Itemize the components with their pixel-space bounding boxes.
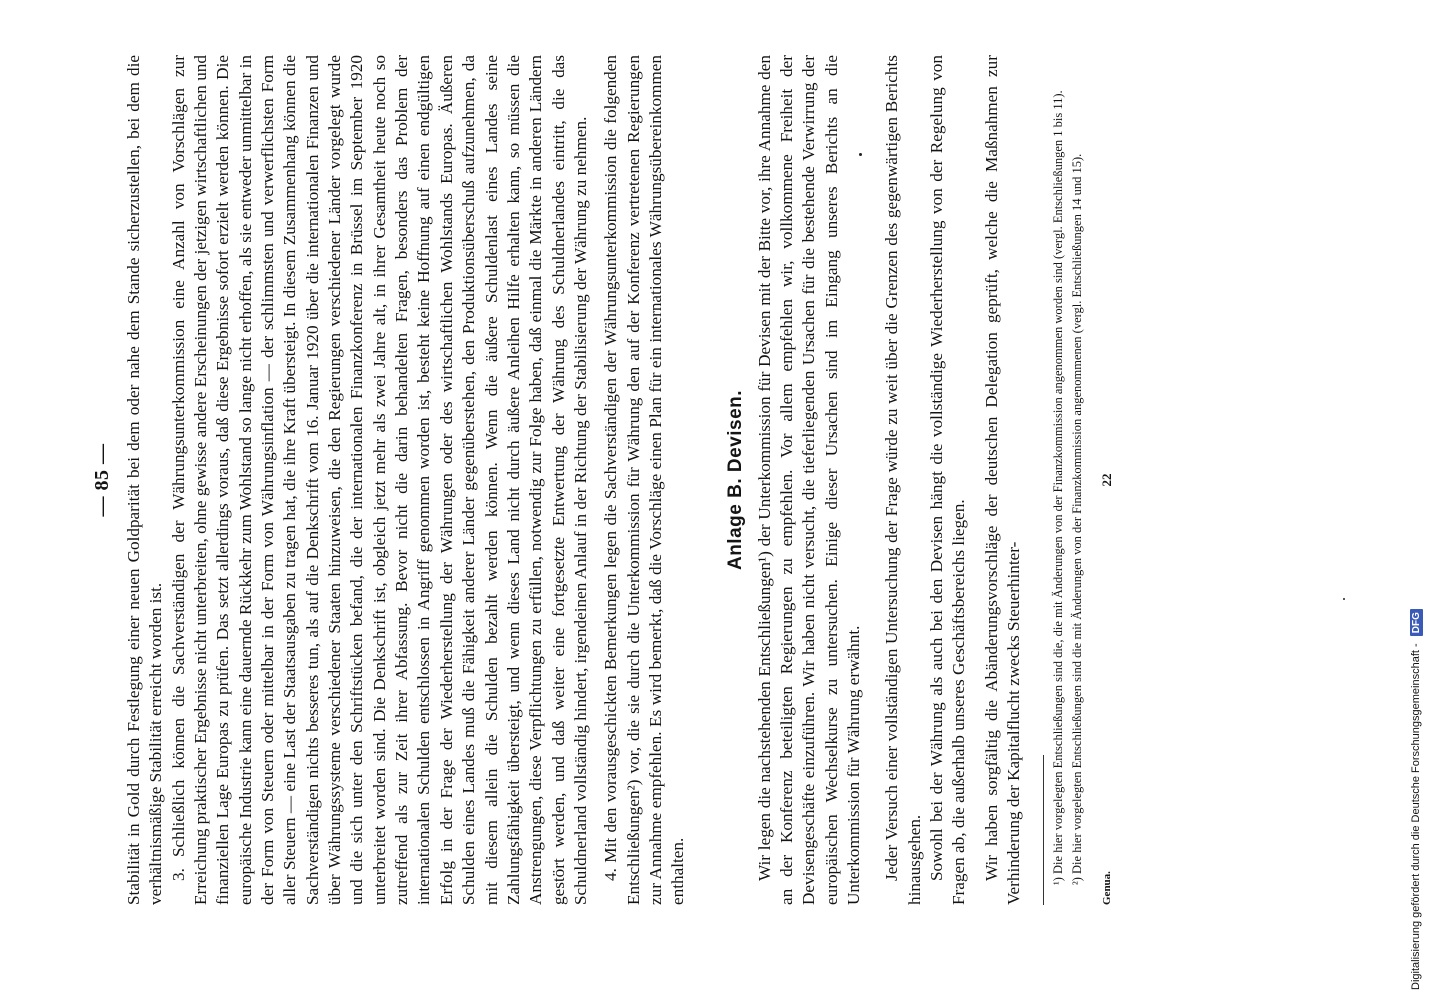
scan-speck	[1343, 598, 1345, 600]
section-paragraph-intro: Wir legen die nachstehenden Entschließungen¹) der Unterkommission für Devisen mit der Bitte vor, ihre Annahme den an der Konferenz beteiligten Regierungen zu empfehlen. Vor allem empfehlen wir, vollkommene Freiheit der Devisengeschäfte einzuführen. Wir haben nicht versucht, die tieferliegenden Ursachen für die bestehende Verwirrung der europäischen Wechselkurse zu untersuchen. Einige dieser Ursachen sind im Eingang unseres Berichts an die Unterkommission für Währung erwähnt.	[754, 55, 863, 905]
footnote-2: ²) Die hier vorgelegten Entschließungen sind die mit Änderungen von der Finanzkommission angenommenen (vergl. Entschließungen 14 und 15).	[1070, 153, 1085, 885]
dfg-logo: DFG	[1410, 609, 1423, 636]
section-paragraph-restoration: Sowohl bei der Währung als auch bei den Devisen hängt die vollständige Wiederherstellung von der Regelung von Fragen ab, die außerhalb unseres Geschäftsbereichs liegen.	[927, 55, 969, 905]
rotated-document-page	[87, 55, 1120, 905]
print-signature: Genua.	[1101, 871, 1114, 905]
section-paragraph-scope: Jeder Versuch einer vollständigen Untersuchung der Frage würde zu weit über die Grenzen des gegenwärtigen Berichts hinausgehen.	[882, 55, 924, 905]
section-title: Anlage B. Devisen.	[724, 389, 746, 571]
page-number: 22	[1099, 473, 1115, 487]
scan-speck	[859, 153, 862, 156]
paragraph-point-3: 3. Schließlich können die Sachverständigen der Währungsunterkommission eine Anzahl von Vorschlägen zur Erreichung praktischer Ergebnisse nicht unterbreiten, ohne gewisse andere Erscheinungen der jetzigen wirtschaftlichen und finanziellen Lage Europas zu prüfen. Das setzt allerdings voraus, daß diese Ergebnisse sofort erzielt werden können. Die europäische Industrie kann eine dauernde Rückkehr zum Wohlstand so lange nicht erhoffen, als sie entweder unmittelbar in der Form von Steuern oder mittelbar in der Form von Währungsinflation — der schlimmsten und verwerflichsten Form aller Steuern — eine Last der Staatsausgaben zu tragen hat, die ihre Kraft übersteigt. In diesem Zusammenhang können die Sachverständigen nichts besseres tun, als auf die Denkschrift vom 16. Januar 1920 über die internationalen Finanzen und über Währungssysteme verschiedener Staaten hinzuweisen, die den Regierungen verschiedener Länder vorgelegt wurde und die sich unter den Schriftstücken befand, die der internationalen Finanzkonferenz in Brüssel im September 1920 unterbreitet worden sind. Die Denkschrift ist, obgleich jetzt mehr als zwei Jahre alt, in ihrer Gesamtheit heute noch so zutreffend als zur Zeit ihrer Abfassung. Bevor nicht die darin behandelten Fragen, besonders das Problem der internationalen Schulden entschlossen in Angriff genommen worden ist, besteht keine Hoffnung auf einen endgültigen Erfolg in der Frage der Wiederherstellung der Währungen oder des wirtschaftlichen Wohlstands Europas. Äußeren Schulden eines Landes muß die Fähigkeit anderer Länder gegenüberstehen, den Produktionsüberschuß aufzunehmen, da mit diesem allein die Schulden bezahlt werden können. Wenn die äußere Schuldenlast eines Landes seine Zahlungsfähigkeit übersteigt, und wenn dieses Land nicht durch äußere Anleihen Hilfe erhalten kann, so müssen die Anstrengungen, diese Verpflichtungen zu erfüllen, notwendig zur Folge haben, daß einmal die Märkte in anderen Ländern gestört werden, und daß weiter eine fortgesetzte Entwertung der Währung des Schuldnerlandes eintritt, die das Schuldnerland vollständig hindert, irgendeinen Anlauf in der Richtung der Stabilisierung der Währung zu nehmen.	[168, 55, 590, 905]
footnote-divider	[1043, 755, 1044, 905]
paragraph-stability: Stabilität in Gold durch Festlegung einer neuen Goldparität bei dem oder nahe dem Stande sicherzustellen, bei dem die verhältnismäßige Stabilität erreicht worden ist.	[124, 55, 166, 905]
digitization-credit-text: Digitalisierung gefördert durch die Deutsche Forschungsgemeinschaft -	[1410, 643, 1422, 990]
paragraph-point-4: 4. Mit den vorausgeschickten Bemerkungen legen die Sachverständigen der Währungsunterkommission die folgenden Entschließungen²) vor, die sie durch die Unterkommission für Währung den auf der Konferenz vertretenen Regierungen zur Annahme empfehlen. Es wird bemerkt, daß die Vorschläge einen Plan für ein internationales Währungsübereinkommen enthalten.	[601, 55, 688, 905]
footnote-1: ¹) Die hier vorgelegten Entschließungen sind die, die mit Änderungen von der Finanzkommission angenommen worden sind (vergl. Entschließungen 1 bis 11).	[1051, 90, 1066, 885]
page-footer	[1096, 55, 1120, 905]
section-paragraph-german-delegation: Wir haben sorgfältig die Abänderungsvorschläge der deutschen Delegation geprüft, welche die Maßnahmen zur Verhinderung der Kapitalflucht zwecks Steuerhinter-	[981, 55, 1024, 905]
page-header: — 85 —	[91, 443, 113, 517]
digitization-credit	[1409, 609, 1423, 990]
